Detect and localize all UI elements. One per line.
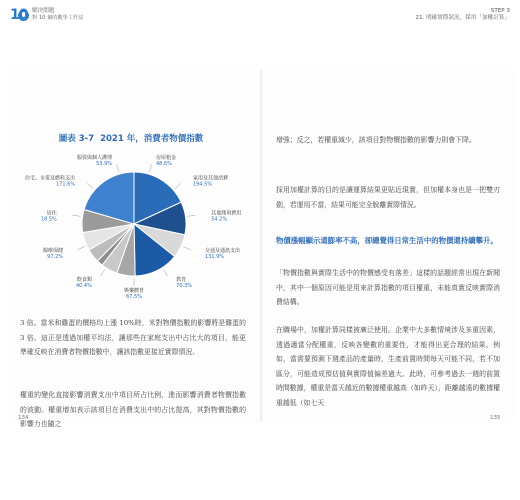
pie-label-name: 醫療保健 xyxy=(43,248,64,255)
figure-label: 圖表 3-7 xyxy=(58,134,95,144)
pie-leader-line xyxy=(78,246,85,249)
pie-leader-line xyxy=(73,215,81,216)
pie-leader-line xyxy=(163,269,167,276)
left-page xyxy=(8,70,260,429)
pie-label-value: 70.3% xyxy=(176,283,193,290)
pie-label-name: 房屋租金 xyxy=(155,154,176,161)
pie-label-value: 53.9% xyxy=(96,160,113,167)
right-page xyxy=(262,70,514,422)
pie-label-value: 97.2% xyxy=(47,254,64,261)
pie-leader-line xyxy=(117,165,119,173)
right-paragraph-4: 在職場中，加權計算同樣被廣泛使用。企業中大多數情境涉及多重因素，透過適當分配權重，反映各變數的重要性，才能得出更合理的結果。例如，當需要預測下週產品的產量時，生產前置時間每天可能不同，若不加區分，可能造成預估值與實際值偏差過大。此時，可參考過去一週的前置時間數據，權重是當天越近的數據權重越高（如昨天），距離越遠的數據權重越低（如七天 xyxy=(276,326,500,407)
pie-label-name: 教育 xyxy=(176,277,187,284)
pie-label-value: 40.4% xyxy=(75,283,92,290)
right-paragraph-3: 「物價指數與實際生活中的物價感受有落差」這樣的話題經常出現在新聞中，其中一個原因可能是用來計算指數的項目權重，未能真實反映實際消費結構。 xyxy=(276,269,500,307)
pie-label-name: 娛樂體育 xyxy=(123,288,145,294)
book-subtitle: 對 10 個的數學工作法 xyxy=(32,15,84,21)
pie-label-name: 飲食類 xyxy=(76,277,92,284)
pie-leader-line xyxy=(183,246,190,249)
left-paragraph-2: 權重的變化直接影響消費支出中項目所占比例，進而影響消費者物價指數的波動。權重增加表示該項目在消費支出中的占比提高，其對物價指數的影響力也隨之 xyxy=(20,391,246,429)
pie-label-name: 其他雜項費用 xyxy=(211,210,242,217)
pie-label-value: 48.6% xyxy=(155,160,172,167)
highlight-callout: 物價漲幅顯示通膨率不高，卻總覺得日常生活中的物價還持續攀升。 xyxy=(276,236,498,245)
pie-chart xyxy=(16,144,252,304)
pie-label-name: 家用及其他消費 xyxy=(192,175,228,182)
pie-label-value: 54.2% xyxy=(211,216,228,223)
pie-label-value: 131.9% xyxy=(204,254,225,261)
logo-text: 10 xyxy=(10,7,28,23)
pie-label-name: 居住 xyxy=(46,210,57,217)
left-paragraph-1: 3 倍。當米和雞蛋的價格均上漲 10%時，米對物價指數的影響將是雞蛋的 3 倍。這正是透過加權平均法，讓那些在家庭支出中占比大的項目，能更準確反映在消費者物價指數中，讓該指數更接近實際情況。 xyxy=(20,319,246,357)
pie-label-value: 194.5% xyxy=(192,181,213,188)
right-paragraph-2: 採用加權計算的目的是讓運算結果更貼近現實，但加權本身也是一把雙刃劍，若運用不當，結果可能完全脫離實際情況。 xyxy=(276,186,500,209)
pie-leader-line xyxy=(175,183,181,188)
pie-label-value: 67.5% xyxy=(126,294,142,300)
pie-leader-line xyxy=(149,165,151,173)
pie-leader-line xyxy=(100,269,104,276)
step-label: STEP 3 xyxy=(490,8,510,14)
pie-label-name: 服裝與個人護理 xyxy=(77,154,113,161)
pie-label-value: 18.5% xyxy=(40,216,57,223)
pie-label-name: 住宅、水電及燃料支出 xyxy=(25,175,76,182)
book-title: 解決問題 xyxy=(32,8,55,14)
chart-title xyxy=(8,132,260,144)
pie-leader-line xyxy=(87,183,93,188)
book-header xyxy=(10,8,83,28)
page-number-left: 134 xyxy=(18,415,29,421)
page-number-right: 135 xyxy=(490,415,501,421)
pie-label-value: 171.6% xyxy=(55,181,76,188)
pie-leader-line xyxy=(187,215,195,216)
chapter-header xyxy=(415,8,510,22)
section-title: 21. 明確實際狀況，採用「加權計算」 xyxy=(415,15,510,21)
pie-label-name: 交通及通訊支出 xyxy=(204,248,240,255)
book-logo-icon xyxy=(10,8,28,26)
right-paragraph-1: 增強；反之，若權重減少，該項目對物價指數的影響力則會下降。 xyxy=(276,136,476,144)
chart-title-text: 2021 年，消費者物價指數 xyxy=(100,134,204,144)
